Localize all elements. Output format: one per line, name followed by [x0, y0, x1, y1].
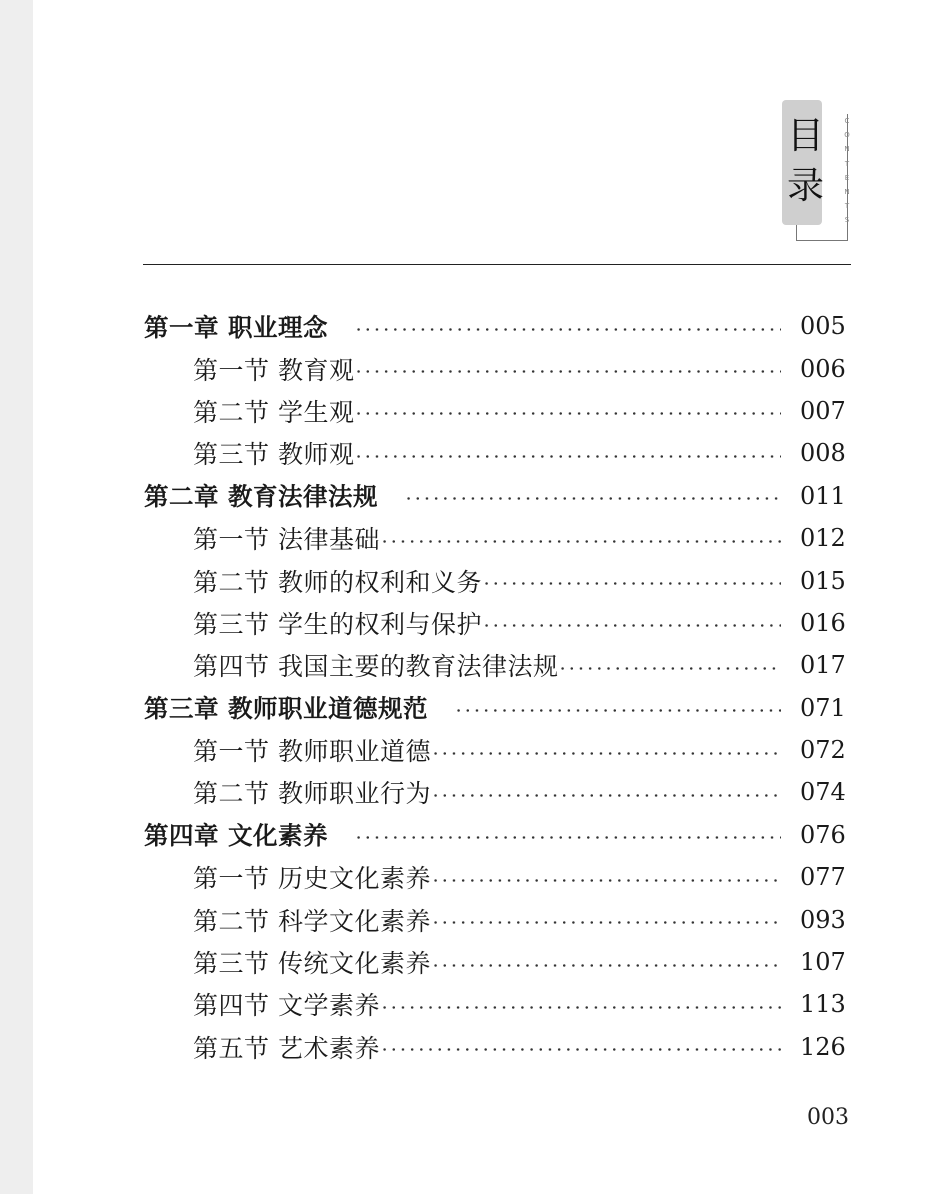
toc-section-entry[interactable]	[0, 771, 950, 813]
toc-entry-page: 015	[800, 566, 846, 595]
toc-entry-page: 126	[800, 1032, 846, 1061]
dot-leader	[380, 1006, 781, 1009]
dot-leader	[431, 964, 781, 967]
dot-leader	[482, 624, 781, 627]
contents-letter: E	[844, 173, 850, 182]
dot-leader	[354, 370, 781, 373]
toc-entry-title: 第二节 教师职业行为	[193, 779, 431, 809]
toc-entry-title: 第二节 科学文化素养	[193, 906, 431, 936]
toc-entry-page: 093	[800, 905, 846, 934]
title-char-mu: 目	[787, 114, 824, 157]
toc-section-entry[interactable]	[0, 941, 950, 983]
dot-leader	[431, 752, 781, 755]
toc-entry-title: 第三节 教师观	[193, 440, 355, 470]
dot-leader	[354, 412, 781, 415]
toc-entry-title: 第五节 艺术素养	[193, 1033, 380, 1063]
dot-leader	[431, 794, 781, 797]
toc-entry-title: 第三节 传统文化素养	[193, 949, 431, 979]
toc-section-entry[interactable]	[0, 602, 950, 644]
toc-entry-title: 第一节 教师职业道德	[193, 737, 431, 767]
dot-leader	[431, 921, 781, 924]
toc-entry-page: 074	[800, 778, 846, 807]
toc-section-entry[interactable]	[0, 898, 950, 940]
toc-chapter-entry[interactable]	[0, 814, 950, 856]
dot-leader	[482, 582, 781, 585]
toc-section-entry[interactable]	[0, 1026, 950, 1068]
toc-entry-title: 第二节 教师的权利和义务	[193, 567, 482, 597]
toc-entry-title: 第二节 学生观	[193, 397, 355, 427]
toc-entry-page: 012	[800, 524, 846, 553]
page-number: 003	[807, 1105, 849, 1130]
toc-entry-page: 077	[800, 863, 846, 892]
contents-letter: T	[844, 202, 850, 211]
toc-entry-page: 071	[800, 693, 846, 722]
dot-leader	[380, 1048, 781, 1051]
dot-leader	[431, 879, 781, 882]
toc-entry-page: 011	[800, 481, 846, 510]
toc-entry-title: 第二章 教育法律法规	[144, 482, 379, 512]
toc-entry-page: 006	[800, 354, 846, 383]
contents-letter: C	[844, 117, 850, 125]
toc-entry-page: 017	[800, 651, 846, 680]
dot-leader	[558, 667, 781, 670]
title-char-lu: 录	[787, 164, 824, 207]
toc-section-entry[interactable]	[0, 517, 950, 559]
contents-vertical-label	[842, 114, 852, 228]
toc-entry-page: 072	[800, 736, 846, 765]
toc-entry-page: 076	[800, 820, 846, 849]
toc-entry-title: 第一节 历史文化素养	[193, 864, 431, 894]
toc-entry-page: 007	[800, 396, 846, 425]
toc-section-entry[interactable]	[0, 983, 950, 1025]
toc-entry-title: 第一节 教育观	[193, 355, 355, 385]
toc-entry-title: 第一章 职业理念	[144, 312, 329, 342]
toc-entry-page: 005	[800, 312, 846, 341]
toc-entry-title: 第一节 法律基础	[193, 525, 380, 555]
toc-section-entry[interactable]	[0, 390, 950, 432]
toc-entry-page: 113	[800, 990, 846, 1019]
toc-header	[782, 100, 852, 245]
toc-section-entry[interactable]	[0, 432, 950, 474]
table-of-contents	[0, 305, 950, 1068]
dot-leader	[454, 709, 781, 712]
toc-entry-title: 第三章 教师职业道德规范	[144, 694, 429, 724]
dot-leader	[380, 540, 781, 543]
toc-entry-title: 第三节 学生的权利与保护	[193, 609, 482, 639]
toc-entry-page: 107	[800, 948, 846, 977]
dot-leader	[354, 455, 781, 458]
contents-letter: O	[844, 131, 850, 140]
toc-section-entry[interactable]	[0, 347, 950, 389]
contents-letter: S	[844, 216, 850, 225]
toc-chapter-entry[interactable]	[0, 475, 950, 517]
toc-section-entry[interactable]	[0, 559, 950, 601]
contents-letter: N	[844, 145, 850, 154]
toc-chapter-entry[interactable]	[0, 305, 950, 347]
toc-entry-title: 第四节 我国主要的教育法律法规	[193, 652, 559, 682]
header-divider	[143, 264, 851, 265]
toc-chapter-entry[interactable]	[0, 687, 950, 729]
dot-leader	[404, 497, 781, 500]
toc-entry-title: 第四章 文化素养	[144, 821, 329, 851]
toc-section-entry[interactable]	[0, 644, 950, 686]
dot-leader	[354, 328, 781, 331]
toc-entry-page: 008	[800, 439, 846, 468]
toc-section-entry[interactable]	[0, 729, 950, 771]
toc-section-entry[interactable]	[0, 856, 950, 898]
contents-letter: N	[844, 188, 850, 197]
contents-letter: T	[844, 159, 850, 168]
toc-entry-title: 第四节 文学素养	[193, 991, 380, 1021]
dot-leader	[354, 836, 781, 839]
toc-entry-page: 016	[800, 608, 846, 637]
